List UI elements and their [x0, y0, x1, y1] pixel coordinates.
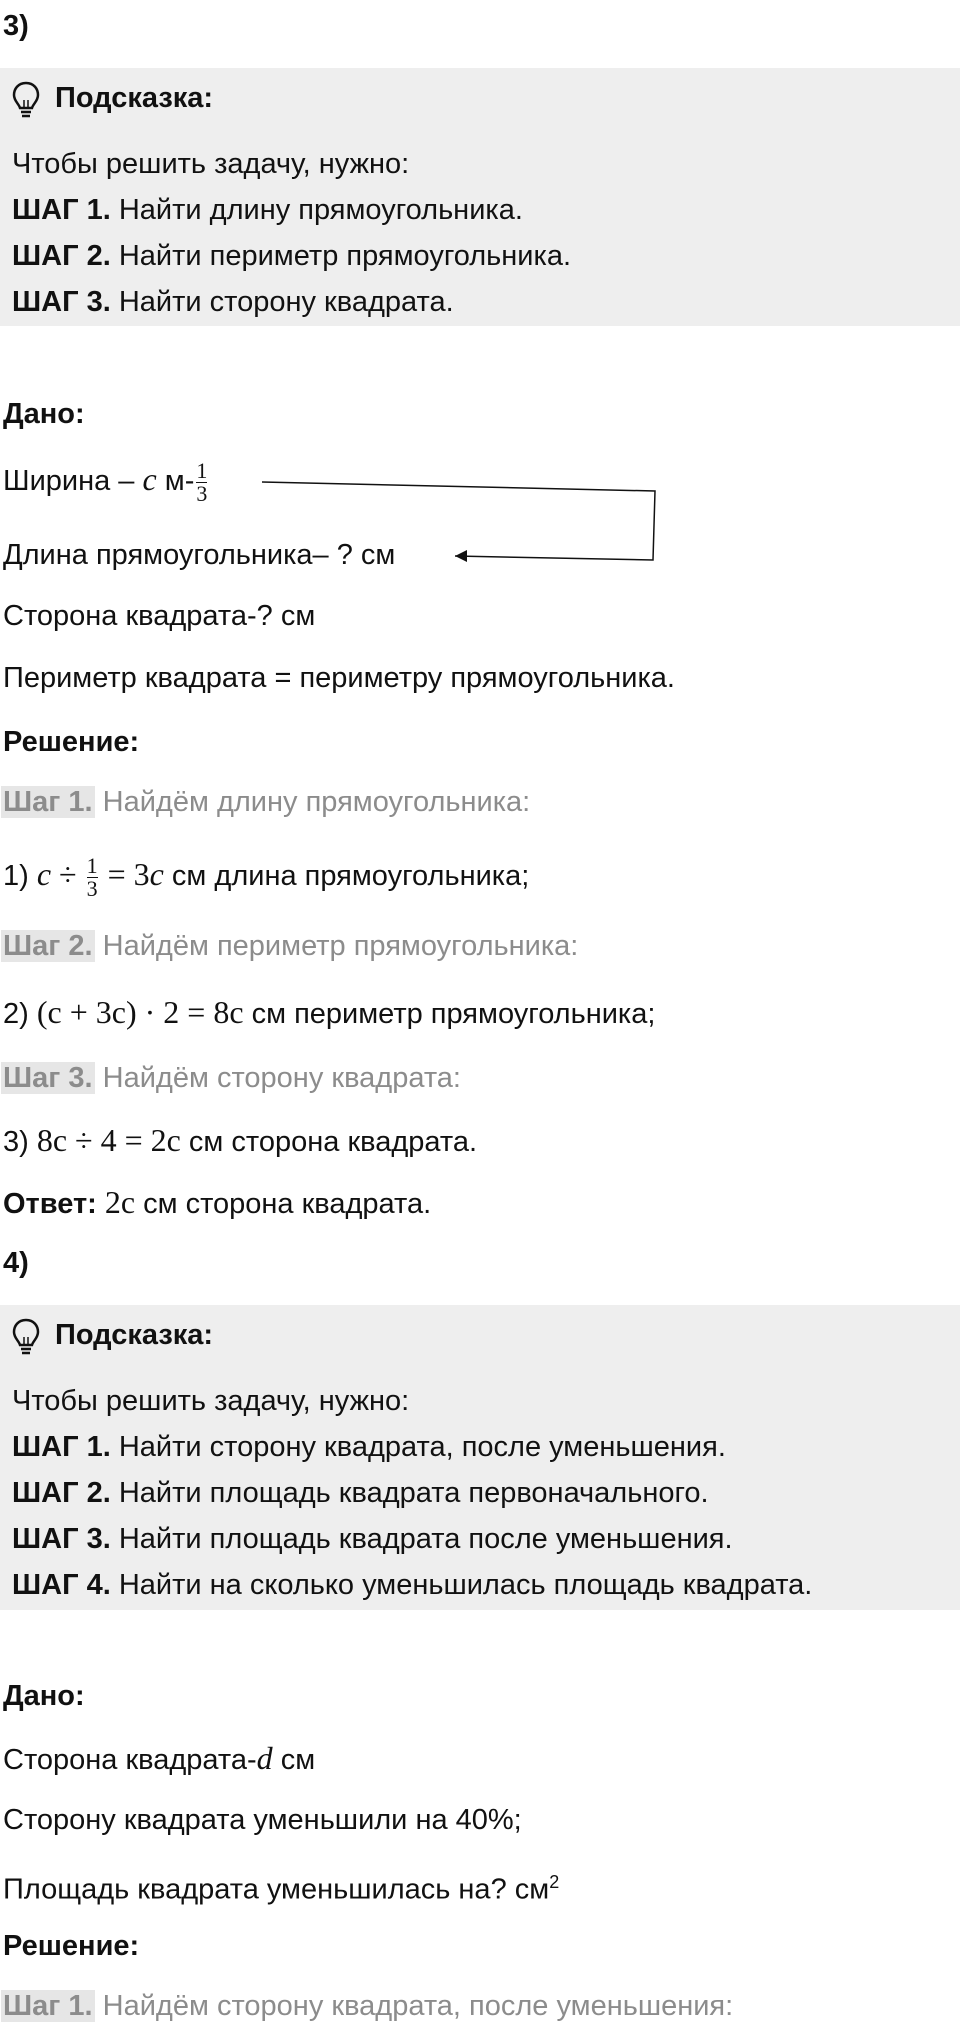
hint-step-4: ШАГ 4. Найти на сколько уменьшилась площадь квадрата. [12, 1569, 813, 1601]
hint-step-3: ШАГ 3. Найти сторону квадрата. [12, 286, 454, 318]
solution-title: Решение: [3, 1930, 140, 1962]
given-side: Сторона квадрата-d см [3, 1740, 316, 1776]
arrow-connector [0, 0, 960, 600]
given-side: Сторона квадрата-? см [3, 600, 316, 632]
solution-step-2: Шаг 2. Найдём периметр прямоугольника: [3, 930, 579, 962]
given-title: Дано: [3, 1680, 85, 1712]
answer: Ответ: 2c см сторона квадрата. [3, 1184, 432, 1220]
solution-step-1: Шаг 1. Найдём сторону квадрата, после уменьшения: [3, 1990, 734, 2022]
given-area: Площадь квадрата уменьшилась на? $см^2$ [3, 1872, 560, 1906]
given-decrease: Сторону квадрата уменьшили на 40%; [3, 1804, 522, 1836]
task4-hint-box [0, 1305, 960, 1610]
solution-step-1: Шаг 1. Найдём длину прямоугольника: [3, 786, 531, 818]
hint-title: Подсказка: [55, 82, 214, 114]
given-perimeter: Периметр квадрата = периметру прямоугольника. [3, 662, 675, 694]
solution-step-3: Шаг 3. Найдём сторону квадрата: [3, 1062, 461, 1094]
fraction: $\frac{1}{3}$ [86, 853, 98, 901]
given-width: Ширина – c м- $\frac{1}{3}$ [3, 458, 208, 506]
hint-step-2: ШАГ 2. Найти площадь квадрата первоначального. [12, 1477, 709, 1509]
calc-3: 3) 8c ÷ 4 = 2c см сторона квадрата. [3, 1122, 478, 1158]
given-length: Длина прямоугольника– ? см [3, 539, 396, 571]
calc-2: 2) (c + 3c) · 2 = 8c см периметр прямоугольника; [3, 994, 656, 1030]
hint-step-2: ШАГ 2. Найти периметр прямоугольника. [12, 240, 572, 272]
hint-step-3: ШАГ 3. Найти площадь квадрата после уменьшения. [12, 1523, 733, 1555]
task4-number: 4) [3, 1247, 29, 1279]
lightbulb-icon [11, 1317, 41, 1365]
hint-intro: Чтобы решить задачу, нужно: [12, 1385, 410, 1417]
task3-number: 3) [3, 10, 29, 42]
hint-step-1: ШАГ 1. Найти сторону квадрата, после уменьшения. [12, 1431, 726, 1463]
hint-step-1: ШАГ 1. Найти длину прямоугольника. [12, 194, 523, 226]
fraction: $\frac{1}{3}$ [196, 458, 208, 506]
hint-intro: Чтобы решить задачу, нужно: [12, 148, 410, 180]
hint-title: Подсказка: [55, 1319, 214, 1351]
calc-1: 1) c ÷ $\frac{1}{3}$ = 3c см длина прямоугольника; [3, 853, 530, 901]
given-title: Дано: [3, 398, 85, 430]
solution-title: Решение: [3, 726, 140, 758]
